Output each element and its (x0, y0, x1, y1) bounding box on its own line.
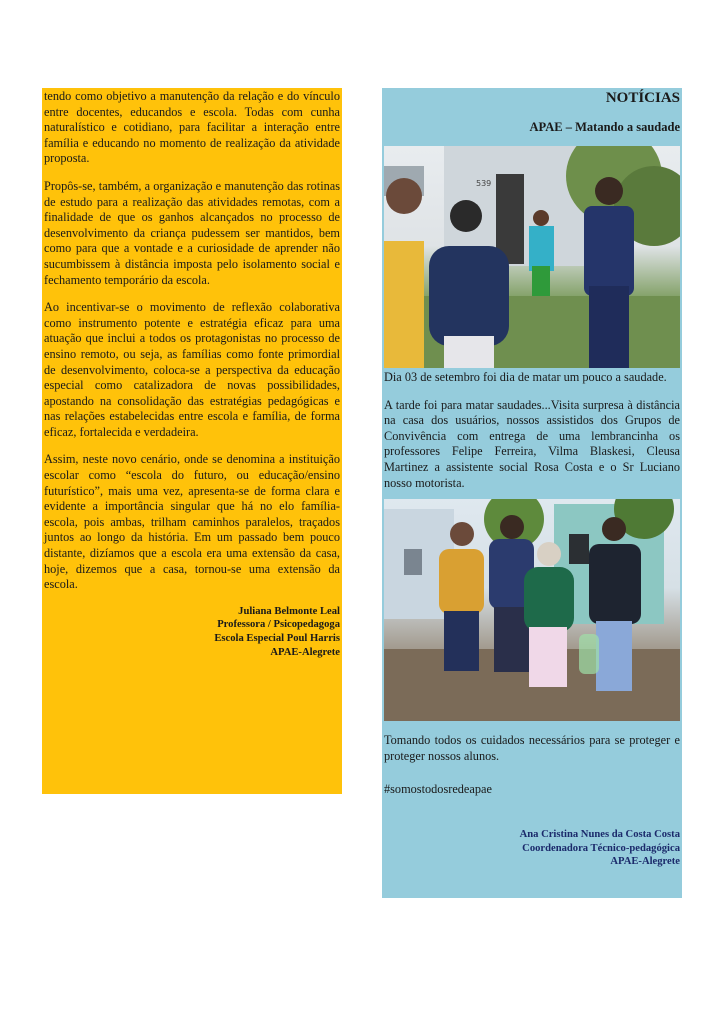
author-org: APAE-Alegrete (270, 646, 340, 658)
author-name: Juliana Belmonte Leal (238, 605, 340, 617)
article-paragraph-3: Ao incentivar-se o movimento de reflexão colaborativa como instrumento potente e estratégia eficaz para uma atuação que inclui a todos os protagonistas no processo de ensino remoto, ou seja, as famílias como fonte primordial de desenvolvimento, coloca-se a perspectiva da educação especial como catalizadora de novas possibilidades, apostando na consolidação das estratégias pedagógicas e nas relações estabelecidas entre escola e família, de forma eficaz, fortalecida e verdadeira. (44, 300, 340, 439)
visit-photo-2 (384, 499, 680, 721)
news-paragraph: A tarde foi para matar saudades...Visita surpresa à distância na casa dos usuários, nossos assistidos dos Grupos de Convivência com entrega de uma lembrancinha os professores Felipe Ferreira, Vilma Blaskesi, Cleusa Martinez a assistente social Rosa Costa e o Sr Luciano nosso motorista. (384, 397, 680, 490)
author-school: Escola Especial Poul Harris (214, 633, 340, 644)
visit-photo-1 (384, 146, 680, 368)
coordinator-name: Ana Cristina Nunes da Costa Costa (519, 828, 680, 840)
house-number: 539 (476, 179, 492, 188)
news-column (382, 88, 682, 898)
author-role: Professora / Psicopedagoga (217, 619, 340, 631)
photo-2-caption: Tomando todos os cuidados necessários para se proteger e proteger nossos alunos. (384, 733, 680, 763)
news-subtitle: APAE – Matando a saudade (529, 120, 680, 134)
article-paragraph-1: tendo como objetivo a manutenção da relação e do vínculo entre docentes, educandos e escola. Todas com cunha naturalístico e cotidiano, para facilitar a interação entre família e educando no momento de realização da atividade proposta. (44, 89, 340, 166)
photo-1-caption: Dia 03 de setembro foi dia de matar um pouco a saudade. (384, 370, 667, 384)
visit-photo-2-illustration (384, 499, 680, 721)
visit-photo-1-illustration (384, 146, 680, 368)
news-heading: NOTÍCIAS (605, 90, 680, 106)
coordinator-role: Coordenadora Técnico-pedagógica (522, 842, 680, 854)
article-paragraph-2: Propôs-se, também, a organização e manutenção das rotinas de estudo para a realização das atividades remotas, com a finalidade de que os ganhos alcançados no processo de desenvolvimento da criança pudessem ser mantidos, bem como para que a vontade e a curiosidade de aprender não sucumbissem à distância imposta pelo isolamento social e fechamento temporário da escola. (44, 178, 340, 287)
hashtag: #somostodosredeapae (384, 782, 492, 797)
news-signature (382, 828, 682, 869)
article-column (42, 88, 342, 794)
article-signature (44, 605, 340, 659)
article-paragraph-4: Assim, neste novo cenário, onde se denomina a instituição escolar como “escola do futuro, ou educação/ensino futurístico”, mais uma vez, apresenta-se de forma clara e evidente a importância singular que há no elo família-escola, pois ambas, trilham caminhos paralelos, traçados juntos ao longo da história. Em um passado bem pouco distante, dizíamos que a escola era uma extensão da casa, hoje, dizemos que a casa, tornou-se uma extensão da escola. (44, 452, 340, 592)
coordinator-org: APAE-Alegrete (610, 856, 680, 868)
